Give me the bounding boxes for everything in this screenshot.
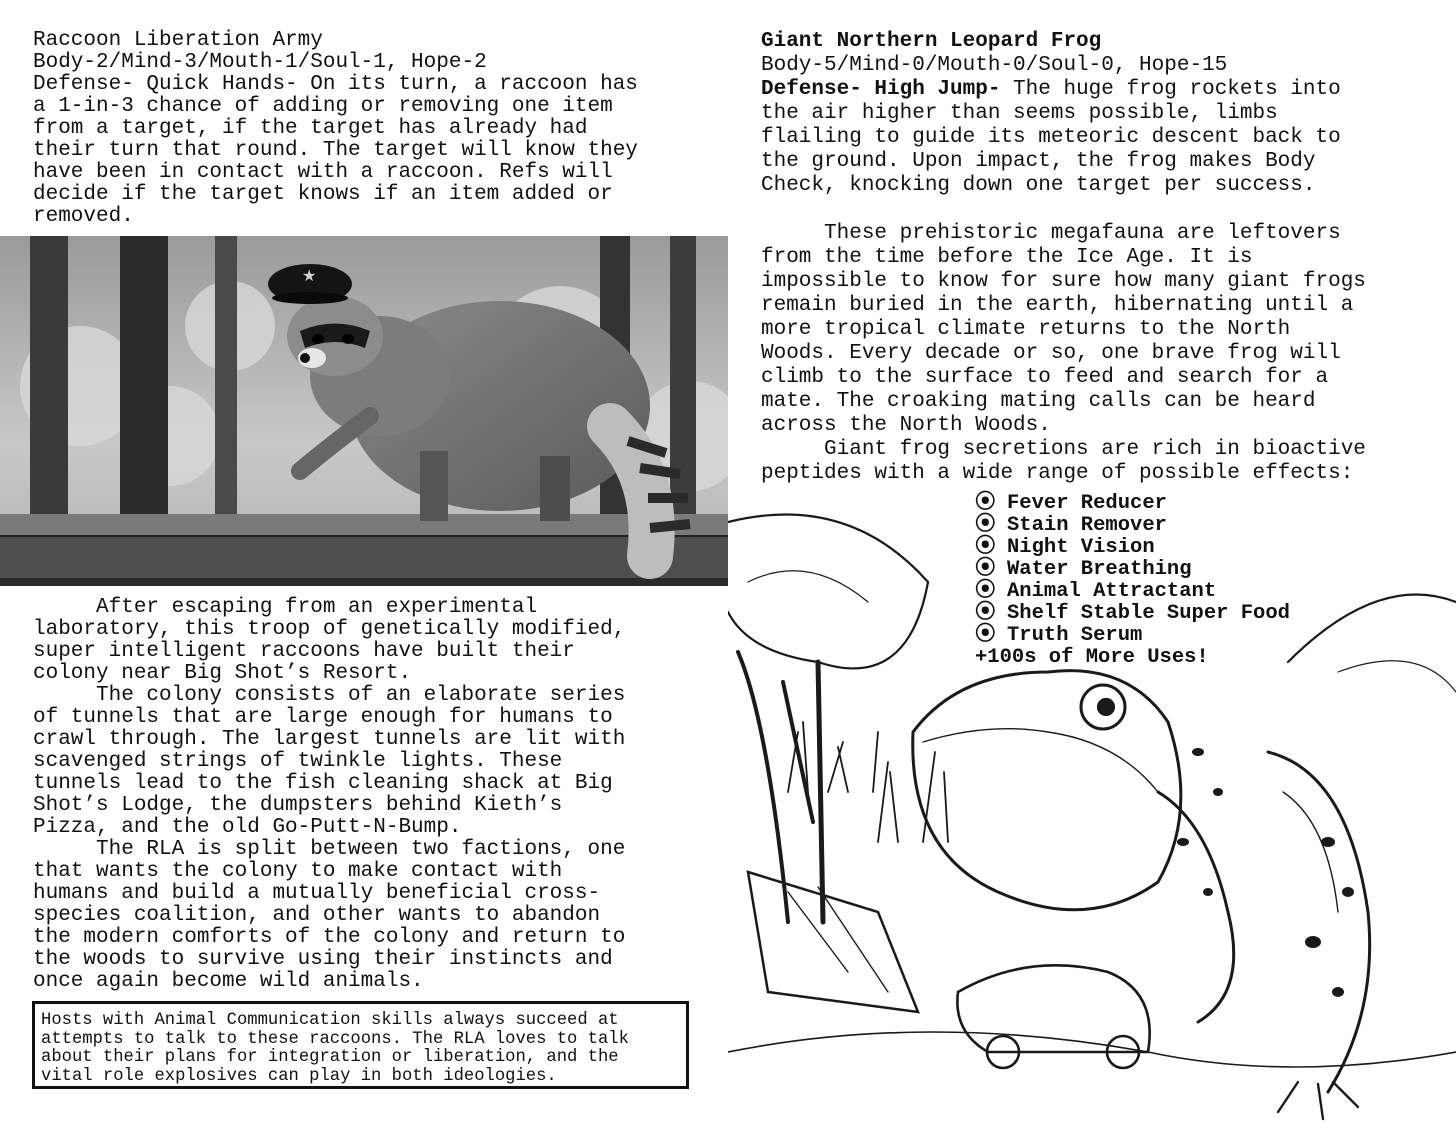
bullet-icon: ⦿ <box>975 514 996 537</box>
frog-body-line: impossible to know for sure how many giant frogs <box>761 270 1366 293</box>
frog-body-line: peptides with a wide range of possible effects: <box>761 462 1354 485</box>
list-item: ⦿ Animal Attractant <box>975 580 1217 603</box>
list-item: ⦿ Stain Remover <box>975 514 1167 537</box>
frog-body-line: from the time before the Ice Age. It is <box>761 246 1253 269</box>
frog-defense-line: the ground. Upon impact, the frog makes Body <box>761 150 1316 173</box>
raccoon-body-line: humans and build a mutually beneficial cross- <box>33 882 601 905</box>
host-note-line: about their plans for integration or liberation, and the <box>41 1048 619 1067</box>
bullet-icon: ⦿ <box>975 580 996 603</box>
raccoon-description <box>33 597 625 993</box>
raccoon-body-line: scavenged strings of twinkle lights. These <box>33 750 563 773</box>
host-note-line: vital role explosives can play in both ideologies. <box>41 1066 557 1086</box>
raccoon-body-line: tunnels lead to the fish cleaning shack at Big <box>33 772 613 795</box>
raccoon-body-line: Shot’s Lodge, the dumpsters behind Kieth’s <box>33 794 563 817</box>
raccoon-defense-line: removed. <box>33 205 134 228</box>
frog-defense-label: Defense- High Jump- <box>761 78 1001 101</box>
raccoon-body-line: The RLA is split between two factions, one <box>33 838 626 861</box>
raccoon-photo <box>0 236 728 586</box>
raccoon-body-line: colony near Big Shot’s Resort. <box>33 662 412 685</box>
raccoon-defense-line: have been in contact with a raccoon. Refs will <box>33 161 613 184</box>
frog-defense-line: Check, knocking down one target per success. <box>761 174 1316 197</box>
raccoon-body-line: super intelligent raccoons have built their <box>33 640 575 663</box>
frog-defense-text: The huge frog rockets into <box>1000 78 1341 101</box>
raccoon-body-line: Pizza, and the old Go-Putt-N-Bump. <box>33 816 462 839</box>
bullet-icon: ⦿ <box>975 536 996 559</box>
frog-defense-line: the air higher than seems possible, limbs <box>761 102 1278 125</box>
frog-body-line: more tropical climate returns to the North <box>761 318 1291 341</box>
raccoon-illustration <box>0 236 728 586</box>
raccoon-body-line: the woods to survive using their instincts and <box>33 948 613 971</box>
host-note-line: Hosts with Animal Communication skills always succeed at <box>41 1011 619 1030</box>
frog-description <box>761 222 1366 486</box>
frog-title: Giant Northern Leopard Frog <box>761 30 1102 53</box>
frog-header-block <box>761 30 1341 198</box>
frog-stats: Body-5/Mind-0/Mouth-0/Soul-0, Hope-15 <box>761 54 1228 77</box>
raccoon-body-line: The colony consists of an elaborate series <box>33 684 626 707</box>
host-note-line: attempts to talk to these raccoons. The RLA loves to talk <box>41 1029 629 1049</box>
raccoon-defense-line: decide if the target knows if an item added or <box>33 183 613 206</box>
raccoon-body-line: the modern comforts of the colony and return to <box>33 926 626 949</box>
raccoon-defense-line: from a target, if the target has already had <box>33 117 588 140</box>
bullet-icon: ⦿ <box>975 492 996 515</box>
bullet-icon: ⦿ <box>975 602 996 625</box>
frog-body-line: Giant frog secretions are rich in bioactive <box>761 438 1366 461</box>
raccoon-header-block <box>33 30 638 228</box>
list-item: ⦿ Shelf Stable Super Food <box>975 602 1290 625</box>
frog-body-line: remain buried in the earth, hibernating until a <box>761 294 1354 317</box>
raccoon-body-line: After escaping from an experimental <box>33 596 538 619</box>
raccoon-body-line: that wants the colony to make contact with <box>33 860 563 883</box>
frog-body-line: Woods. Every decade or so, one brave frog will <box>761 342 1341 365</box>
effects-footer: +100s of More Uses! <box>975 646 1209 669</box>
raccoon-body-line: of tunnels that are large enough for humans to <box>33 706 613 729</box>
bullet-icon: ⦿ <box>975 558 996 581</box>
beret-star-icon: ★ <box>302 266 317 285</box>
raccoon-defense-line: their turn that round. The target will know they <box>33 139 638 162</box>
raccoon-body-line: laboratory, this troop of genetically modified, <box>33 618 626 641</box>
frog-body-line: climb to the surface to feed and search for a <box>761 366 1329 389</box>
list-item: ⦿ Water Breathing <box>975 558 1192 581</box>
frog-body-line: These prehistoric megafauna are leftovers <box>761 222 1341 245</box>
host-note-box <box>32 1001 689 1089</box>
raccoon-defense-line: Defense- Quick Hands- On its turn, a raccoon has <box>33 73 638 96</box>
raccoon-stats: Body-2/Mind-3/Mouth-1/Soul-1, Hope-2 <box>33 51 487 74</box>
frog-effects-list <box>975 493 1290 669</box>
frog-defense-line: flailing to guide its meteoric descent back to <box>761 126 1341 149</box>
raccoon-body-line: crawl through. The largest tunnels are lit with <box>33 728 626 751</box>
raccoon-title: Raccoon Liberation Army <box>33 29 323 52</box>
list-item: ⦿ Truth Serum <box>975 624 1143 647</box>
raccoon-defense-line: a 1-in-3 chance of adding or removing one item <box>33 95 613 118</box>
list-item: ⦿ Fever Reducer <box>975 492 1167 515</box>
frog-body-line: mate. The croaking mating calls can be heard <box>761 390 1316 413</box>
list-item: ⦿ Night Vision <box>975 536 1155 559</box>
raccoon-body-line: species coalition, and other wants to abandon <box>33 904 601 927</box>
frog-body-line: across the North Woods. <box>761 414 1051 437</box>
bullet-icon: ⦿ <box>975 624 996 647</box>
raccoon-body-line: once again become wild animals. <box>33 970 424 993</box>
frog-defense-first-line <box>761 78 1341 102</box>
